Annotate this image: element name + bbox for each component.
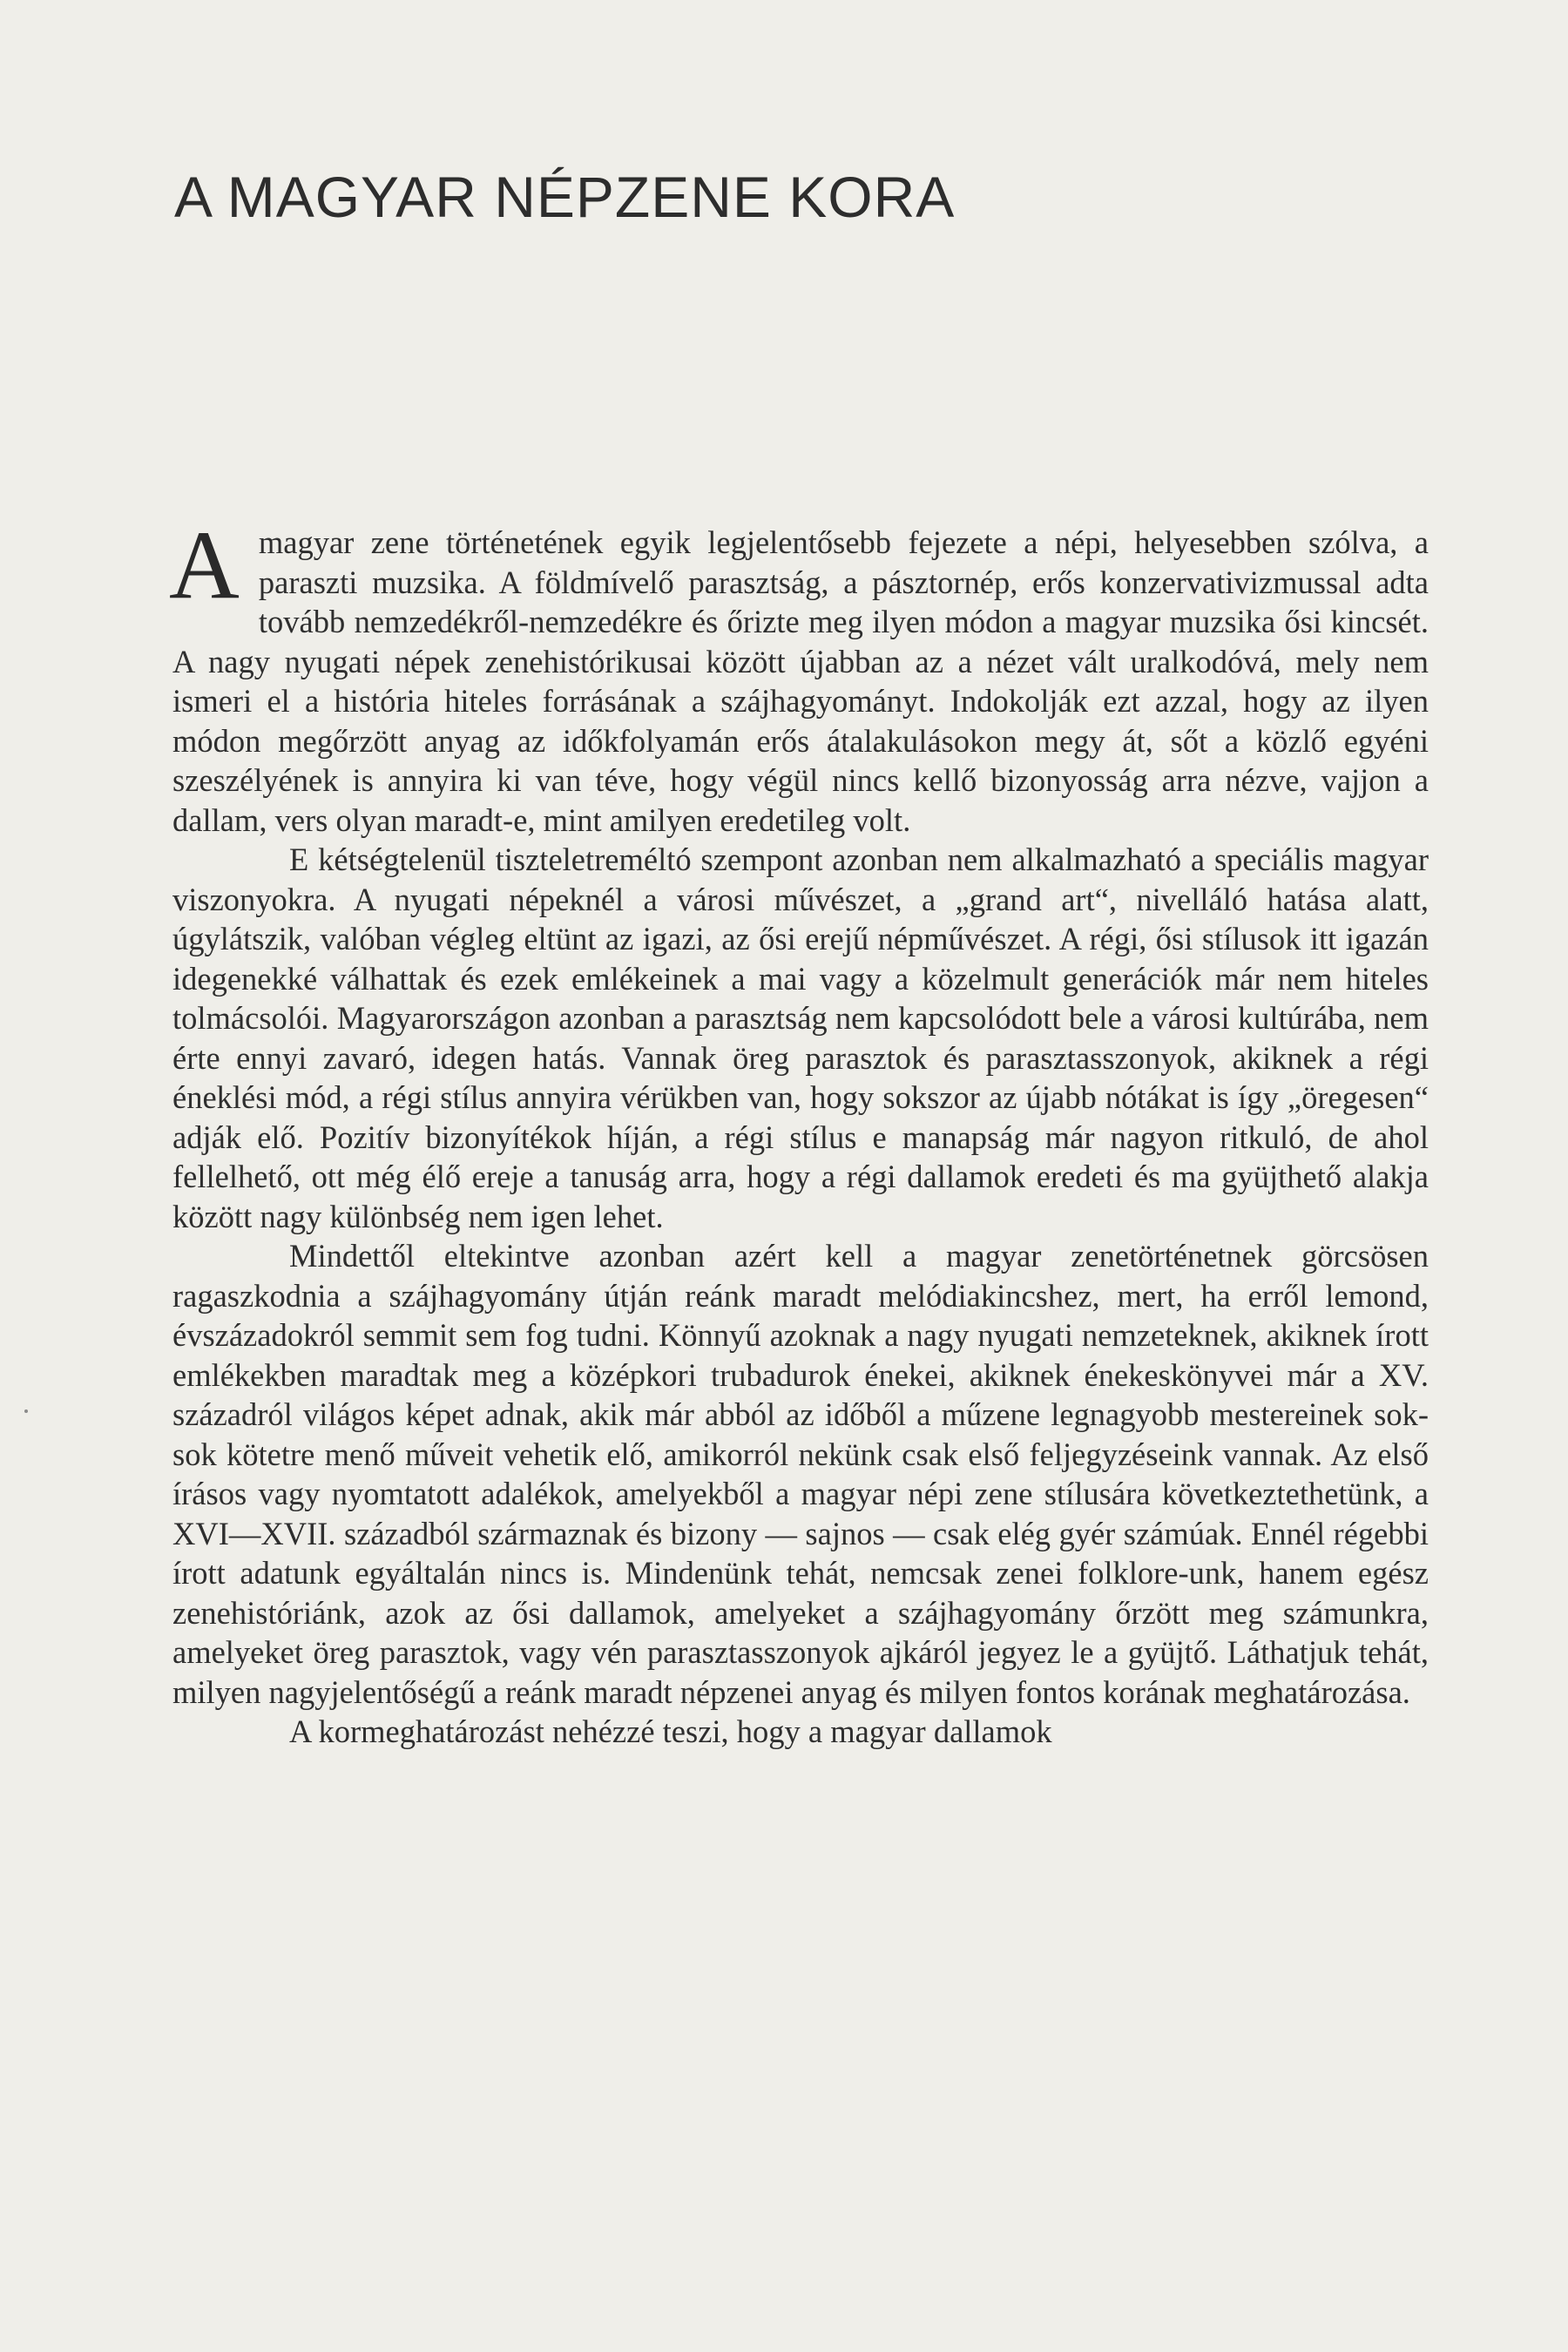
paragraph-1-text: magyar zene történetének egyik legjelentősebb fejezete a népi, helyesebben szólva, a paraszti muzsika. A földmívelő parasztság, a pásztornép, erős konzervativizmussal adta tovább nemzedékről-nemzedékre és őrizte meg ilyen módon a magyar muzsika ősi kincsét. A nagy nyugati népek zenehistórikusai között újabban az a nézet vált uralkodóvá, mely nem ismeri el a história hiteles forrásának a szájhagyományt. Indokolják ezt azzal, hogy az ilyen módon megőrzött anyag az időkfolyamán erős átalakulásokon megy át, sőt a közlő egyéni szeszélyének is annyira ki van téve, hogy végül nincs kellő bizonyosság arra nézve, vajjon a dallam, vers olyan maradt-e, mint amilyen eredetileg volt. [172, 524, 1429, 838]
paragraph-4: A kormeghatározást nehézzé teszi, hogy a magyar dallamok [289, 1713, 1052, 1749]
margin-speck [24, 1409, 28, 1413]
drop-cap: A [169, 511, 240, 619]
paragraph-2: E kétségtelenül tiszteletreméltó szempont azonban nem alkalmazható a speciális magyar viszonyokra. A nyugati népeknél a városi művészet, a „grand art“, nivelláló hatása alatt, úgylátszik, valóban végleg eltünt az igazi, az ősi erejű népművészet. A régi, ősi stílusok itt igazán idegenekké válhattak és ezek emlékeinek a mai vagy a közelmult generációk már nem hiteles tolmácsolói. Magyarországon azonban a parasztság nem kapcsolódott bele a városi kultúrába, nem érte ennyi zavaró, idegen hatás. Vannak öreg parasztok és parasztasszonyok, akiknek a régi éneklési mód, a régi stílus annyira vérükben van, hogy sokszor az újabb nótákat is így „öregesen“ adják elő. Pozitív bizonyítékok híján, a régi stílus e manapság már nagyon ritkuló, de ahol fellelhető, ott még élő ereje a tanuság arra, hogy a régi dallamok eredeti és ma gyüjthető alakja között nagy különbség nem igen lehet. [172, 841, 1429, 1234]
body-text [169, 511, 1429, 1752]
paragraph-3: Mindettől eltekintve azonban azért kell a magyar zenetörténetnek görcsösen ragaszkodnia a szájhagyomány útján reánk maradt melódiakincshez, mert, ha erről lemond, évszázadokról semmit sem fog tudni. Könnyű azoknak a nagy nyugati nemzeteknek, akiknek írott emlékekben maradtak meg a középkori trubadurok énekei, akiknek énekeskönyvei már a XV. századról világos képet adnak, akik már abból az időből a műzene legnagyobb mestereinek sok-sok kötetre menő műveit vehetik elő, amikorról nekünk csak első feljegyzéseink vannak. Az első írásos vagy nyomtatott adalékok, amelyekből a magyar népi zene stílusára következtethetünk, a XVI—XVII. századból származnak és bizony — sajnos — csak elég gyér számúak. Ennél régebbi írott adatunk egyáltalán nincs is. Mindenünk tehát, nemcsak zenei folklore-unk, hanem egész zenehistóriánk, azok az ősi dallamok, amelyeket a szájhagyomány őrzött meg számunkra, amelyeket öreg parasztok, vagy vén parasztasszonyok ajkáról jegyez le a gyüjtő. Láthatjuk tehát, milyen nagyjelentőségű a reánk maradt népzenei anyag és milyen fontos korának meghatározása. [172, 1238, 1429, 1710]
page-title: A MAGYAR NÉPZENE KORA [174, 165, 956, 229]
paragraph-1 [169, 511, 1429, 840]
